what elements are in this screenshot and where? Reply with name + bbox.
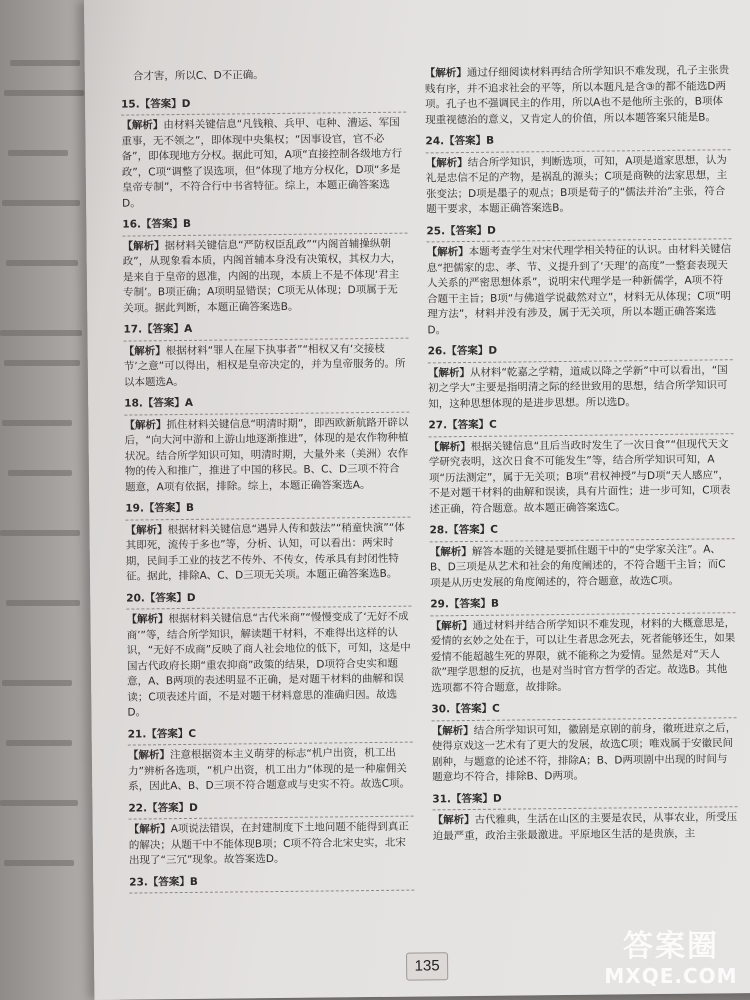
top-fragment: 合才害，所以C、D不正确。: [132, 69, 264, 83]
answer-line: [129, 872, 414, 893]
analysis-label: 【解析】: [122, 239, 165, 253]
answer-label: 【答案】: [141, 322, 185, 336]
question-number: 30.: [431, 703, 451, 716]
question-item: [124, 394, 410, 496]
analysis-label: 【解析】: [125, 523, 168, 537]
question-item: [428, 341, 734, 412]
answer-label: 【答案】: [446, 344, 489, 358]
analysis-label: 【解析】: [127, 749, 170, 762]
answer-line: [430, 520, 735, 542]
answer-line: [123, 320, 408, 341]
analysis-text: [429, 437, 735, 518]
answer-line: [124, 394, 409, 415]
answer-line: [431, 699, 736, 721]
question-item: [431, 699, 737, 786]
analysis-label: 【解析】: [425, 156, 468, 169]
question-number: 24.: [425, 135, 445, 148]
question-item: [430, 520, 736, 591]
question-number: 16.: [122, 218, 142, 231]
answer-label: 【答案】: [447, 418, 490, 432]
analysis-text: [124, 415, 410, 495]
question-number: 22.: [128, 801, 148, 815]
answer-value: B: [486, 134, 495, 147]
answer-label: 【答案】: [139, 97, 182, 110]
analysis-text: [428, 363, 733, 413]
answer-value: C: [188, 727, 197, 740]
analysis-content: 解答本题的关键是要抓住题干中的“史学家关注”。A、B、D三项是从艺术和社会的角度阐述的，不符合题干主旨；而C项是从历史发展的角度阐述的，符合题意，故选C项。: [429, 542, 726, 589]
answer-line: [428, 415, 733, 437]
analysis-label: 【解析】: [428, 440, 471, 453]
analysis-content: 抓住材料关键信息“明清时期”，即西欧新航路开辟以后，“向大河中游和上游山地逐渐推进”，体现的是农作物种植状况。结合所学知识可知，明清时期，大量外来（美洲）农作物的传入和推广，推进了中国的移民。B、C、D三项不符合题意，A项有依据，排除。综上，本题正确答案选A。: [124, 416, 409, 494]
answer-label: 【答案】: [444, 224, 488, 237]
question-item: [432, 789, 738, 845]
analysis-content: 根据材料关键信息“遇异人传和鼓法”“稍童快演”“体其即死，流传于多也”等，分析、认知，可以看出：两宋时期，民间手工业的技艺不传外、不传女，传承具有封闭性特征。据此，排除A、C、D三项无关项。本题正确答案选B。: [125, 521, 405, 583]
answer-label: 【答案】: [147, 875, 190, 888]
analysis-text: [432, 721, 738, 786]
question-number: 26.: [427, 345, 447, 358]
answer-label: 【答案】: [146, 727, 189, 740]
analysis-text: [128, 746, 413, 795]
analysis-content: 结合所学知识可知，徽剧是京剧的前身，徽班进京之后，使得京戏这一艺术有了更大的发展，故选C项；唯戏属于安徽民间剧种，与题意的论述不符，排除A；B、D两项剧中出现的时间与题意均不符合，排除B、D两项。: [431, 721, 737, 784]
analysis-label: 【解析】: [432, 813, 475, 827]
question-number: 25.: [426, 224, 446, 237]
analysis-text: [125, 520, 411, 585]
analysis-text: [129, 820, 414, 869]
left-column: [121, 67, 415, 900]
question-item: [428, 415, 734, 517]
question-item: [125, 499, 411, 585]
analysis-label: 【解析】: [426, 245, 469, 259]
answer-line: [128, 798, 413, 819]
answer-page: [84, 0, 750, 1000]
answer-label: 【答案】: [449, 702, 493, 716]
question-item: [128, 724, 414, 795]
analysis-text: [121, 116, 407, 212]
answer-value: D: [486, 224, 496, 237]
question-item: [128, 798, 414, 869]
analysis-content: 注意根据资本主义萌芽的标志“机户出资，机工出力”辨析各选项，“机户出资，机工出力”体现的是一种雇佣关系，因此A、B、D三项不符合题意或与史实不符。故选C项。: [128, 746, 411, 793]
question-number: 27.: [428, 419, 448, 432]
page-number: 135: [406, 952, 448, 980]
analysis-content: 由材料关键信息“凡钱粮、兵甲、屯种、漕运、军国重事，无不领之”，即体现中央集权；“因事设官，官不必备”，即体现地方分权。据此可知，A项“直接控制各级地方行政”，C项“调整了误选项，但”体现了地方分权化，D项“多是皇帝专制”，不符合行中书省特征。综上，本题正确答案选D。: [121, 116, 403, 210]
answer-label: 【答案】: [448, 523, 491, 537]
analysis-label: 【解析】: [424, 66, 467, 80]
answer-line: [425, 131, 730, 153]
answer-label: 【答案】: [143, 501, 186, 515]
analysis-content: 通过仔细阅读材料再结合所学知识不难发现，孔子主张贵贱有序，并不追求社会的平等，所以本题凡是含③的都不能选D两项。孔子也不强调民主的作用，所以A也不是他所主张的，B项体现重视德治的意义，又肯定人的价值，所以本题答案只能是B。: [424, 64, 730, 126]
answer-line: [121, 94, 406, 115]
analysis-content: 据材料关键信息“严防权臣乱政”“内阁首辅操纵朝政”，从现象看本质，内阁首辅本身没有决策权，其权力大，是来自于皇帝的恩准，内阁的出现，本质上不是不体现‘君主专制’。B项正确；A项明显错误；C项无从体现；D项属于无关项。据此判断，本题正确答案选B。: [122, 237, 402, 315]
question-item: [426, 221, 732, 339]
analysis-content: 结合所学知识，判断选项，可知，A项是道家思想，认为礼是忠信不足的产物，是祸乱的源头；C项是商鞅的法家思想，主张变法；D项是墨子的观点；B项是荀子的“儒法并治”主张，符合题干要求，本题正确答案选B。: [425, 153, 728, 216]
analysis-label: 【解析】: [431, 724, 474, 737]
question-number: 31.: [432, 792, 452, 805]
analysis-content: A项说法错误，在封建制度下土地问题不能得到真正的解决；从题干中不能体现B项；C项不符合北宋史实，北宋出现了“三冗”现象。故答案选D。: [128, 820, 409, 867]
analysis-content: 从材料“乾嘉之学精，道咸以降之学新”中可以看出，“国初之学大”主要是指明清之际的经世致用的思想，结合所学知识可知，这种思想体现的是进步思想。所以选D。: [428, 363, 728, 410]
question-item: [430, 594, 736, 696]
analysis-text: [124, 341, 409, 390]
answer-line: [426, 221, 731, 243]
question-number: 18.: [124, 397, 143, 410]
question-item: [425, 131, 731, 218]
question-number: 21.: [127, 727, 147, 741]
analysis-content: 本题考查学生对宋代理学相关特征的认识。由材料关键信息“把儒家的忠、孝、节、义提升到了‘天理’的高度”一整套表现天人关系的严密思想体系”，说明宋代理学是一种新儒学，A项不符合题干主旨；B项“与佛道学说截然对立”，材料无从体现；C项“明理方法”，材料并没有涉及，属于无关项，所以本题正确答案选D。: [426, 243, 732, 336]
watermark-logo: [596, 930, 746, 994]
answer-line: [128, 724, 413, 745]
question-item: [123, 320, 409, 391]
analysis-text: [126, 610, 412, 721]
question-item: [122, 215, 408, 317]
analysis-label: 【解析】: [430, 619, 473, 632]
question-number: 29.: [430, 598, 450, 611]
analysis-label: 【解析】: [128, 823, 171, 836]
analysis-text: [427, 242, 733, 338]
answer-line: [125, 499, 410, 520]
answer-value: B: [185, 501, 195, 514]
analysis-label: 【解析】: [126, 613, 169, 626]
answer-label: 【答案】: [444, 134, 487, 148]
question-item: [126, 588, 412, 721]
answer-line: [430, 594, 735, 616]
answer-value: D: [181, 97, 191, 110]
answer-value: B: [490, 597, 500, 610]
question-number: 19.: [125, 502, 144, 515]
analysis-label: 【解析】: [121, 119, 164, 132]
analysis-text: [123, 236, 409, 316]
answer-value: B: [182, 217, 192, 230]
question-number: 23.: [129, 875, 148, 889]
answer-line: [428, 341, 733, 363]
question-number: 15.: [121, 97, 140, 111]
answer-label: 【答案】: [448, 597, 492, 611]
analysis-content: 古代雅典，生活在山区的主要是农民，从事农业，所受压迫最严重，政治主张最激进。平原地区生活的是贵族，主: [432, 811, 738, 842]
analysis-text: [433, 810, 738, 844]
answer-label: 【答案】: [147, 801, 190, 814]
analysis-text: [425, 63, 731, 128]
analysis-label: 【解析】: [429, 545, 472, 558]
answer-label: 【答案】: [144, 591, 187, 604]
question-item: [425, 63, 731, 128]
answer-label: 【答案】: [450, 792, 494, 805]
answer-value: C: [489, 418, 497, 431]
answer-label: 【答案】: [142, 396, 185, 410]
answer-value: D: [189, 801, 198, 814]
analysis-content: 根据材料关键信息“古代米商”“慢慢变成了‘无好不成商’”等，结合所学知识，解读题干材料，不难得出这样的认识，“无好不成商”反映了商人社会地位的低下，可知，这是中国古代政府长期“重农抑商”政策的结果，D项符合史实和题意，A、B两项的表述明显不正确，是对题干材料的曲解和误读；C项表述片面，不是对题干材料意思的准确归因。故选D。: [126, 610, 411, 719]
answer-value: C: [491, 702, 500, 715]
question-item: [121, 94, 407, 211]
answer-line: [122, 215, 407, 236]
answer-line: [126, 588, 411, 609]
answer-value: D: [186, 591, 196, 604]
answer-value: A: [183, 322, 193, 335]
analysis-label: 【解析】: [427, 366, 470, 379]
right-column: [425, 63, 738, 850]
analysis-text: [430, 542, 735, 592]
analysis-label: 【解析】: [123, 344, 166, 358]
analysis-text: [426, 153, 732, 218]
analysis-content: 根据关键信息“且后当政时发生了一次日食”“但现代天文学研究表明，这次日食不可能发生”等，结合所学知识可知，A项“历法测定”，属于无关项；B项“君权神授”与D项“天人感应”，不是对题干材料的曲解和误读，具有片面性；进一步可知，C项表述正确，符合题意。故本题正确答案选C。: [428, 437, 731, 515]
answer-label: 【答案】: [140, 217, 184, 231]
answer-line: [432, 789, 737, 811]
answer-value: D: [488, 344, 498, 357]
analysis-label: 【解析】: [124, 418, 167, 432]
analysis-content: 通过材料并结合所学知识不难发现，材料的大概意思是，爱情的玄妙之处在于，可以让生者思念死去，死者能够还生，如果爱情不能超越生死的界限，就不能称之为爱情。显然是对“天人欲”理学思想的反抗，也是对当时官方哲学的否定。故选B。其他选项都不符合题意，故排除。: [430, 616, 736, 694]
watermark-line1: 答案圈: [623, 929, 719, 964]
answer-value: C: [490, 523, 498, 536]
question-number: 20.: [126, 591, 145, 605]
answer-value: D: [492, 792, 502, 805]
watermark-line2: MXQE.COM: [604, 964, 738, 988]
answer-value: B: [189, 875, 198, 888]
analysis-text: [431, 616, 737, 697]
analysis-content: 根据材料“罪人在屋下执事者”“相权又有‘交接枝节’之意”可以得出，相权是皇帝决定的，并为皇帝服务的。所以本题选A。: [123, 342, 406, 389]
question-number: 17.: [123, 323, 143, 336]
answer-value: A: [184, 396, 194, 409]
question-item: [129, 872, 414, 893]
question-number: 28.: [429, 524, 449, 537]
